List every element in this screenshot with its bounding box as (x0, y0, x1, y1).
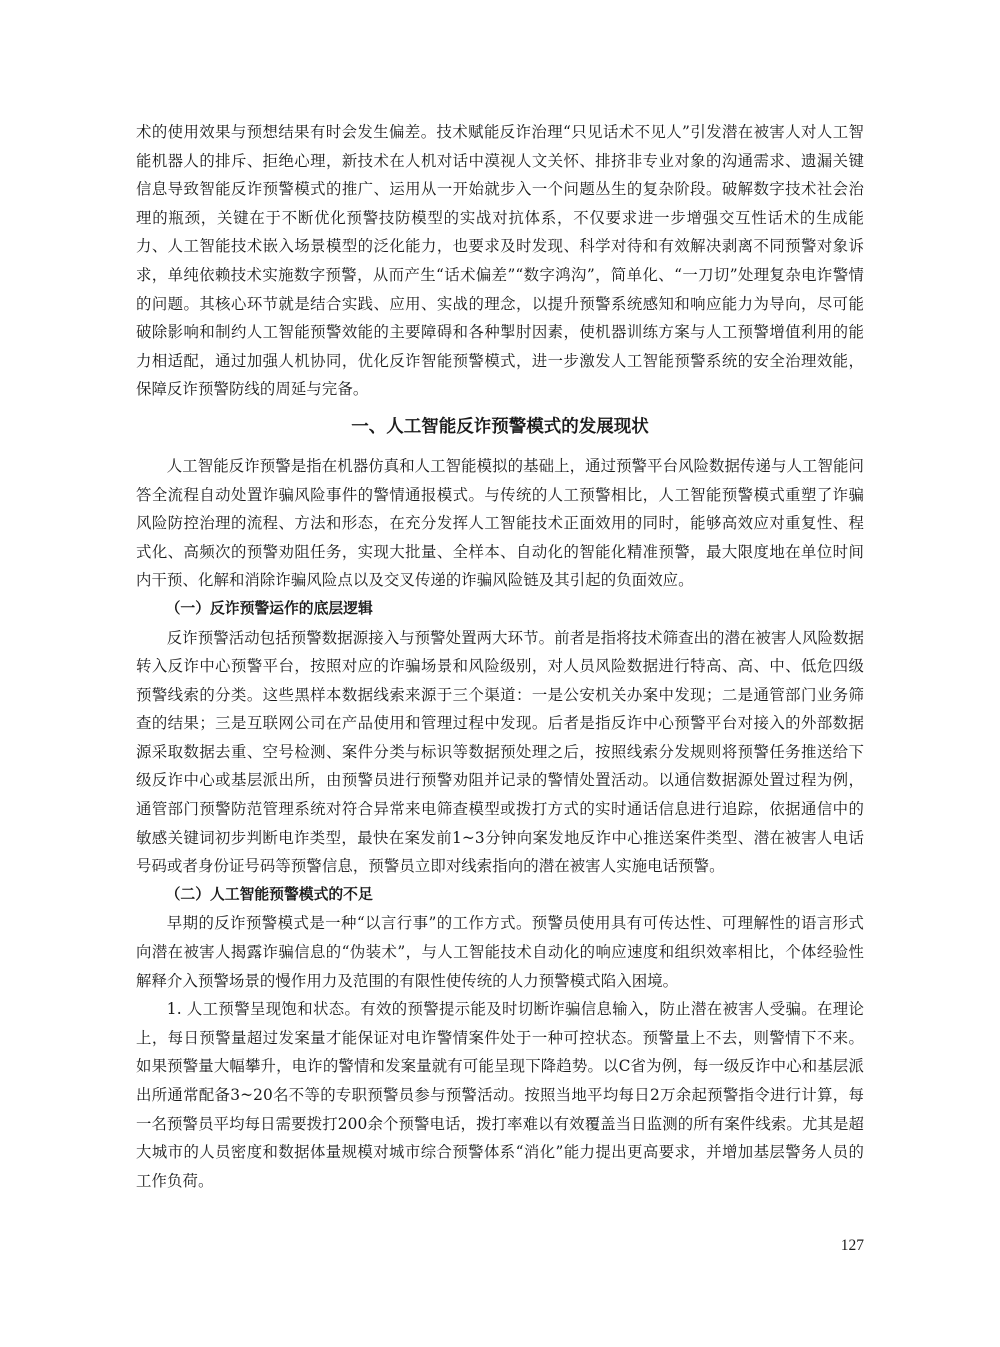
section-intro-paragraph: 人工智能反诈预警是指在机器仿真和人工智能模拟的基础上，通过预警平台风险数据传递与人工智能问答全流程自动处置诈骗风险事件的警情通报模式。与传统的人工预警相比，人工智能预警模式重塑了诈骗风险防控治理的流程、方法和形态，在充分发挥人工智能技术正面效用的同时，能够高效应对重复性、程式化、高频次的预警劝阻任务，实现大批量、全样本、自动化的智能化精准预警，最大限度地在单位时间内干预、化解和消除诈骗风险点以及交叉传递的诈骗风险链及其引起的负面效应。 (136, 456, 864, 590)
subsection-2-title: （二）人工智能预警模式的不足 (165, 885, 373, 903)
point-1-paragraph: 1. 人工预警呈现饱和状态。有效的预警提示能及时切断诈骗信息输入，防止潜在被害人受骗。在理论上，每日预警量超过发案量才能保证对电诈警情案件处于一种可控状态。预警量上不去，则警情下不来。如果预警量大幅攀升，电诈的警情和发案量就有可能呈现下降趋势。以C省为例，每一级反诈中心和基层派出所通常配备3~20名不等的专职预警员参与预警活动。按照当地平均每日2万余起预警指令进行计算，每一名预警员平均每日需要拨打200余个预警电话，拨打率难以有效覆盖当日监测的所有案件线索。尤其是超大城市的人员密度和数据体量规模对城市综合预警体系“消化”能力提出更高要求，并增加基层警务人员的工作负荷。 (136, 1000, 864, 1190)
body-text (136, 118, 864, 1195)
subsection-1-title: （一）反诈预警运作的底层逻辑 (165, 599, 373, 617)
intro-paragraph: 术的使用效果与预想结果有时会发生偏差。技术赋能反诈治理“只见话术不见人”引发潜在被害人对人工智能机器人的排斥、拒绝心理，新技术在人机对话中漠视人文关怀、排挤非专业对象的沟通需求、遗漏关键信息导致智能反诈预警模式的推广、运用从一开始就步入一个问题丛生的复杂阶段。破解数字技术社会治理的瓶颈，关键在于不断优化预警技防模型的实战对抗体系，不仅要求进一步增强交互性话术的生成能力、人工智能技术嵌入场景模型的泛化能力，也要求及时发现、科学对待和有效解决剥离不同预警对象诉求，单纯依赖技术实施数字预警，从而产生“话术偏差”“数字鸿沟”，简单化、“一刀切”处理复杂电诈警情的问题。其核心环节就是结合实践、应用、实战的理念，以提升预警系统感知和响应能力为导向，尽可能破除影响和制约人工智能预警效能的主要障碍和各种掣肘因素，使机器训练方案与人工预警增值利用的能力相适配，通过加强人机协同，优化反诈智能预警模式，进一步激发人工智能预警系统的安全治理效能，保障反诈预警防线的周延与完备。 (136, 123, 864, 399)
subsection-1-paragraph: 反诈预警活动包括预警数据源接入与预警处置两大环节。前者是指将技术筛查出的潜在被害人风险数据转入反诈中心预警平台，按照对应的诈骗场景和风险级别，对人员风险数据进行特高、高、中、低危四级预警线索的分类。这些黑样本数据线索来源于三个渠道：一是公安机关办案中发现；二是通管部门业务筛查的结果；三是互联网公司在产品使用和管理过程中发现。后者是指反诈中心预警平台对接入的外部数据源采取数据去重、空号检测、案件分类与标识等数据预处理之后，按照线索分发规则将预警任务推送给下级反诈中心或基层派出所，由预警员进行预警劝阻并记录的警情处置活动。以通信数据源处置过程为例，通管部门预警防范管理系统对符合异常来电筛查模型或拨打方式的实时通话信息进行追踪，依据通信中的敏感关键词初步判断电诈类型，最快在案发前1~3分钟向案发地反诈中心推送案件类型、潜在被害人电话号码或者身份证号码等预警信息，预警员立即对线索指向的潜在被害人实施电话预警。 (136, 628, 864, 876)
subsection-2-paragraph: 早期的反诈预警模式是一种“以言行事”的工作方式。预警员使用具有可传达性、可理解性的语言形式向潜在被害人揭露诈骗信息的“伪装术”，与人工智能技术自动化的响应速度和组织效率相比，个体经验性解释介入预警场景的慢作用力及范围的有限性使传统的人力预警模式陷入困境。 (136, 914, 864, 990)
page-number: 127 (840, 1237, 864, 1254)
section-title: 一、人工智能反诈预警模式的发展现状 (351, 416, 649, 437)
